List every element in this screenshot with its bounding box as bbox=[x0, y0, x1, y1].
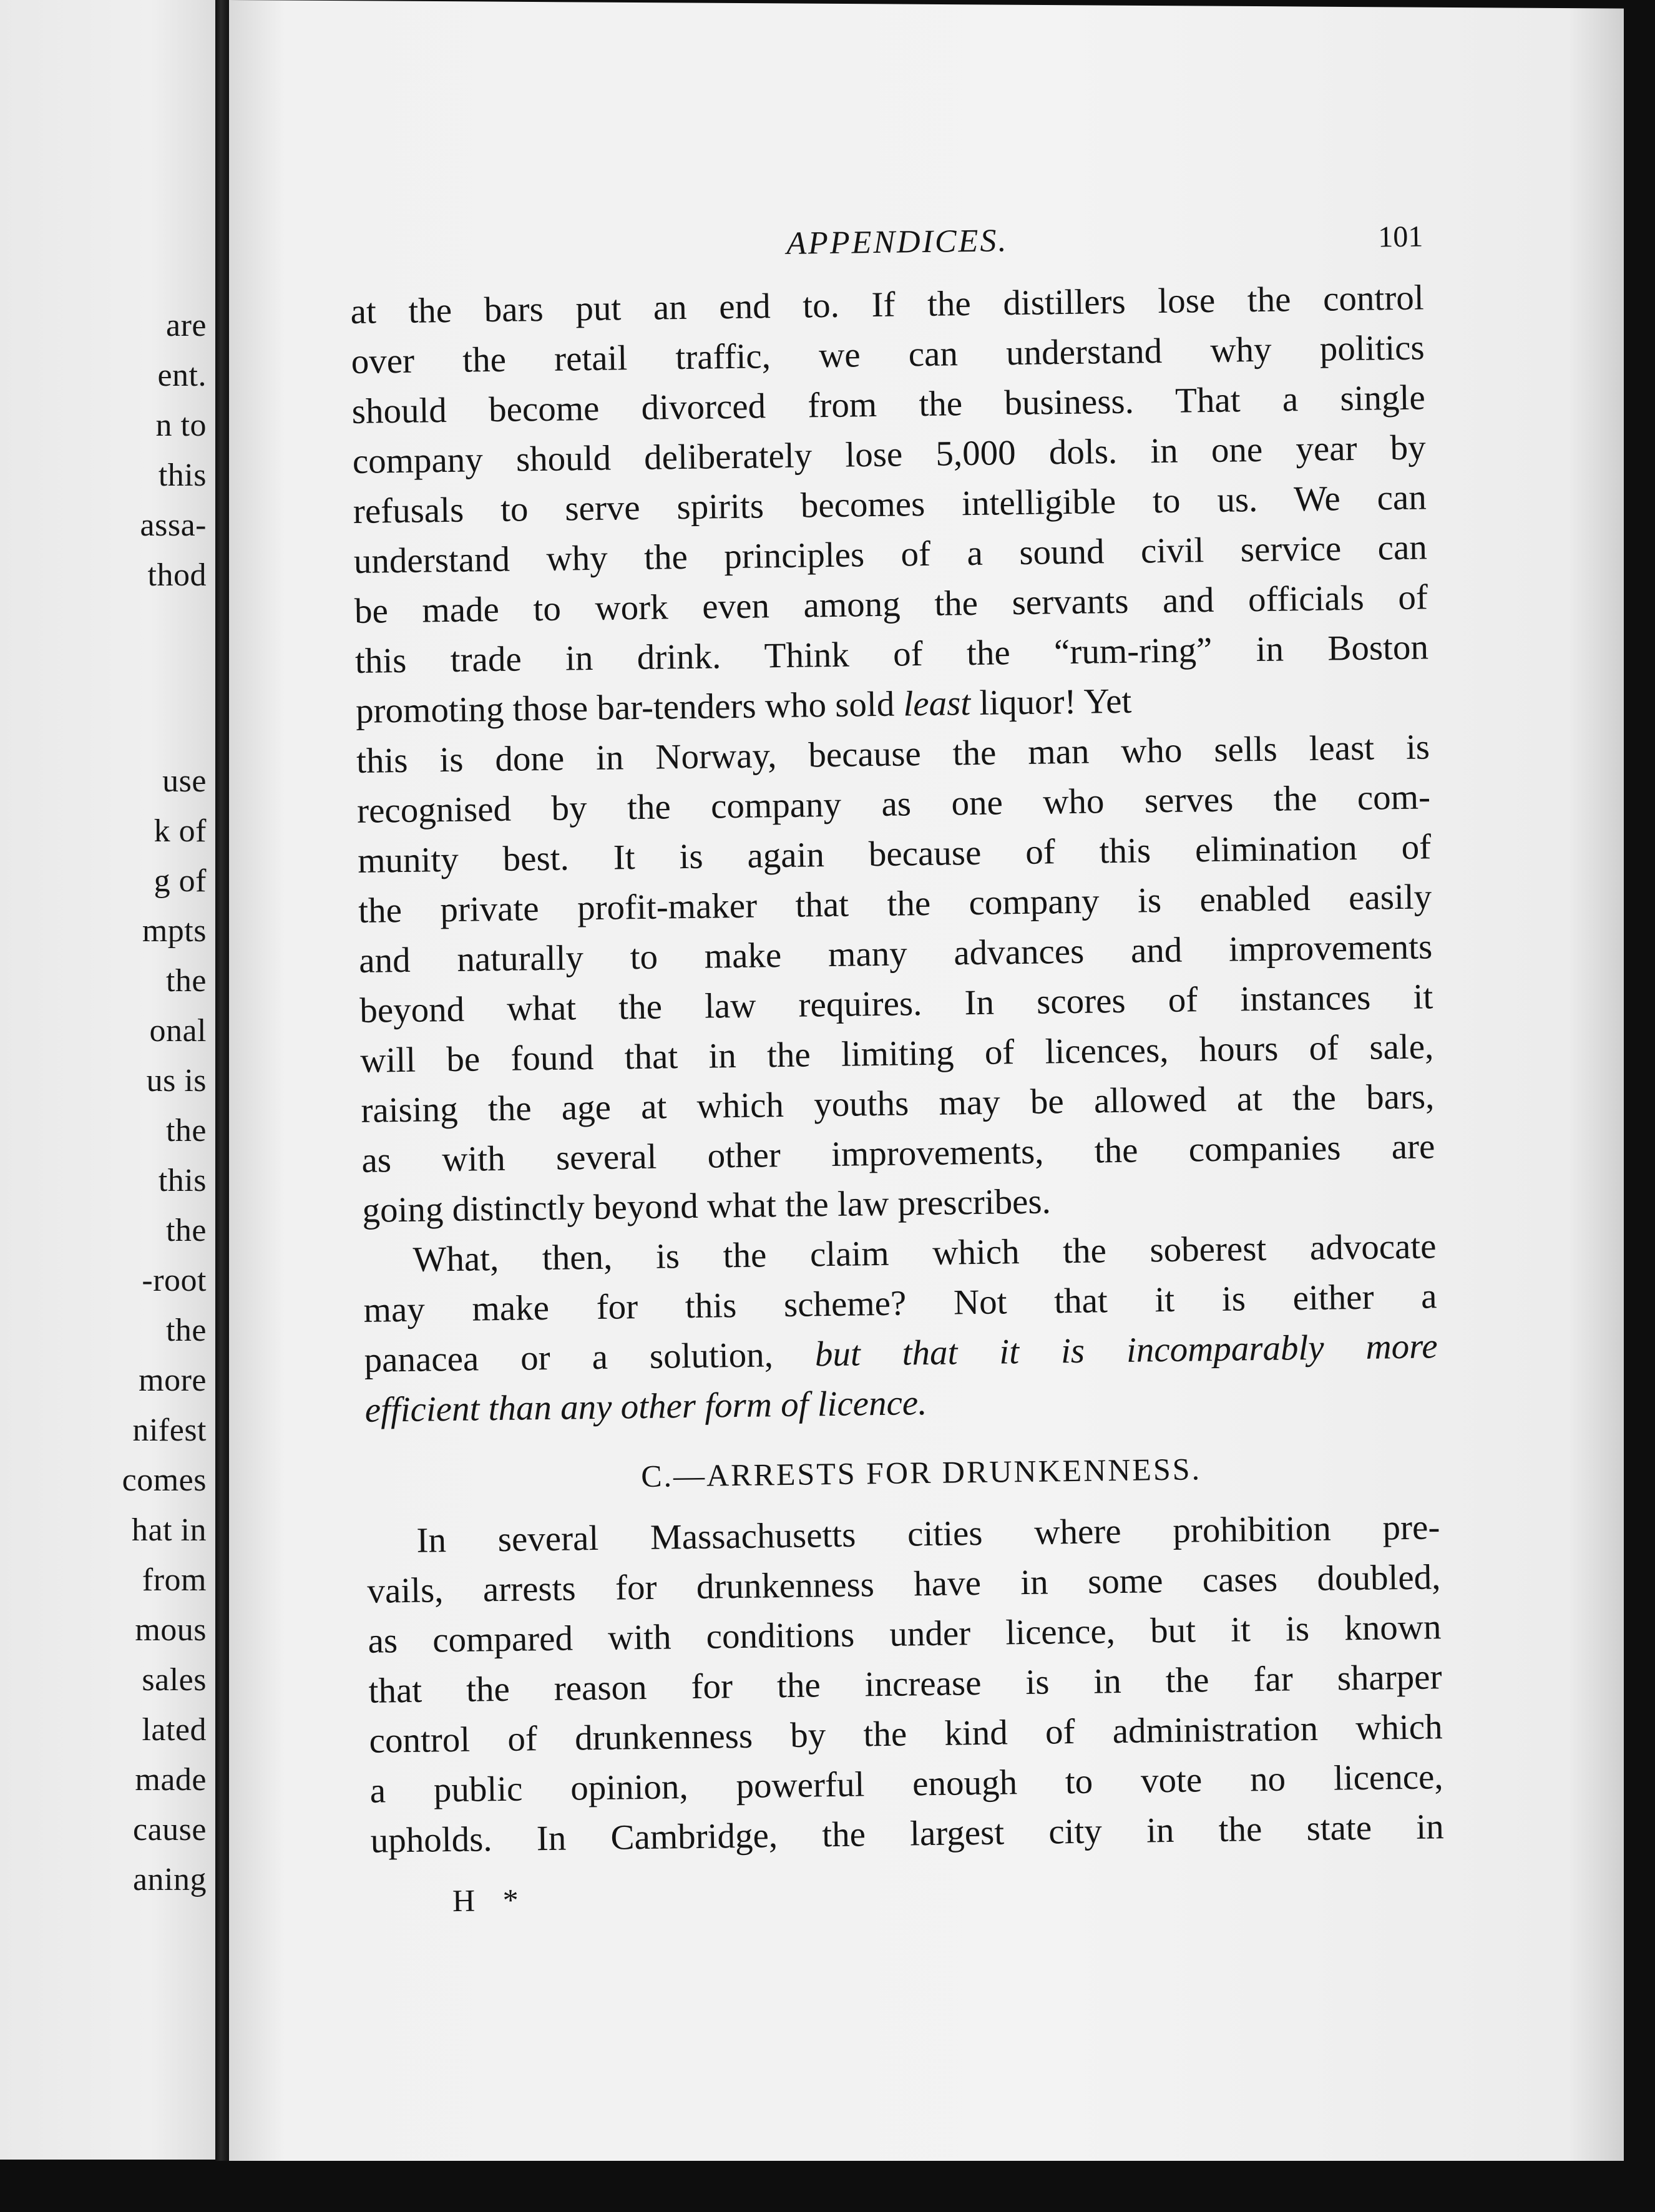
left-fragment-line: -root bbox=[142, 1263, 207, 1298]
page-number: 101 bbox=[1377, 220, 1423, 254]
signature-mark: H * bbox=[452, 1882, 529, 1919]
page-text bbox=[349, 217, 1445, 1919]
text-line: understand why the principles of a sound civil service can bbox=[353, 527, 1428, 581]
text-line: a public opinion, powerful enough to vote no licence, bbox=[369, 1757, 1443, 1811]
text-line: beyond what the law requires. In scores of instances it bbox=[359, 977, 1433, 1030]
scan-edge bbox=[1624, 0, 1655, 2212]
left-fragment-line: hat in bbox=[132, 1512, 207, 1548]
left-page-fragment bbox=[0, 0, 215, 2160]
text-line: munity best. It is again because of this elimination of bbox=[357, 827, 1432, 881]
text-line: over the retail traffic, we can understand why politics bbox=[351, 328, 1425, 381]
emphasis-text: but that it is incomparably more bbox=[814, 1326, 1438, 1374]
text-line: In several Massachusetts cities where prohibition pre- bbox=[416, 1507, 1440, 1560]
left-fragment-line: made bbox=[135, 1762, 207, 1798]
section-heading: C.—ARRESTS FOR DRUNKENNESS. bbox=[640, 1451, 1202, 1494]
left-fragment-line: the bbox=[165, 1213, 207, 1248]
left-fragment-line: from bbox=[142, 1562, 207, 1598]
paragraph-arrests bbox=[366, 1502, 1444, 1866]
text-segment: panacea or a solution, bbox=[364, 1335, 774, 1380]
text-line: What, then, is the claim which the soberest advocate bbox=[413, 1226, 1437, 1280]
left-fragment-line: thod bbox=[147, 557, 207, 593]
left-fragment-line: mpts bbox=[142, 913, 207, 949]
text-line: the private profit-maker that the company is enabled easily bbox=[358, 877, 1432, 931]
left-fragment-line: onal bbox=[149, 1013, 207, 1049]
left-fragment-line: use bbox=[162, 763, 207, 799]
left-fragment-line: the bbox=[165, 1313, 207, 1348]
text-line: this is done in Norway, because the man who sells least is bbox=[356, 727, 1430, 781]
left-fragment-line: this bbox=[158, 458, 207, 493]
emphasis-text: least bbox=[903, 683, 971, 724]
text-line: vails, arrests for drunkenness have in some cases doubled, bbox=[367, 1557, 1441, 1611]
left-fragment-line: sales bbox=[142, 1662, 207, 1698]
text-line: raising the age at which youths may be allowed at the bars, bbox=[361, 1077, 1435, 1130]
left-fragment-line: n to bbox=[155, 408, 207, 443]
left-fragment-line: the bbox=[165, 1113, 207, 1148]
left-fragment-line: ent. bbox=[157, 358, 207, 393]
text-line: that the reason for the increase is in the far sharper bbox=[368, 1657, 1442, 1711]
scan-bottom-edge bbox=[0, 2161, 1655, 2212]
left-fragment-line: comes bbox=[122, 1462, 207, 1498]
text-line: will be found that in the limiting of licences, hours of sale, bbox=[359, 1027, 1434, 1080]
text-segment: promoting those bar-tenders who sold bbox=[355, 684, 895, 731]
left-fragment-line: us is bbox=[146, 1063, 207, 1099]
text-line: may make for this scheme? Not that it is either a bbox=[363, 1276, 1437, 1330]
left-fragment-line: this bbox=[158, 1163, 207, 1198]
left-fragment-line: cause bbox=[133, 1812, 207, 1847]
text-line: as with several other improvements, the companies are bbox=[361, 1127, 1435, 1180]
text-line: should become divorced from the business. That a single bbox=[351, 378, 1426, 431]
left-fragment-line: more bbox=[139, 1363, 207, 1398]
text-line: going distinctly beyond what the law prescribes. bbox=[362, 1182, 1052, 1230]
paragraph-continuation bbox=[350, 273, 1436, 1235]
left-fragment-line: are bbox=[166, 308, 207, 343]
text-line: refusals to serve spirits becomes intelligible to us. We can bbox=[353, 477, 1427, 531]
text-line: recognised by the company as one who serves the com- bbox=[356, 777, 1431, 831]
paragraph-claim bbox=[363, 1221, 1438, 1435]
left-fragment-line: aning bbox=[132, 1862, 207, 1897]
text-line: and naturally to make many advances and improvements bbox=[358, 927, 1433, 981]
text-line: be made to work even among the servants and officials of bbox=[354, 577, 1428, 631]
text-line: upholds. In Cambridge, the largest city in the state in bbox=[370, 1807, 1445, 1861]
text-line: company should deliberately lose 5,000 dols. in one year by bbox=[352, 428, 1427, 481]
text-line: control of drunkenness by the kind of administration which bbox=[369, 1707, 1443, 1761]
book-gutter bbox=[215, 0, 229, 2212]
text-line: at the bars put an end to. If the distillers lose the control bbox=[350, 278, 1424, 331]
text-segment: liquor! Yet bbox=[979, 681, 1132, 723]
text-line: this trade in drink. Think of the “rum-ring” in Boston bbox=[354, 627, 1429, 681]
left-fragment-line: g of bbox=[154, 863, 207, 899]
left-fragment-line: lated bbox=[142, 1712, 207, 1748]
left-fragment-line: the bbox=[165, 963, 207, 999]
left-fragment-line: mous bbox=[135, 1612, 207, 1648]
left-fragment-line: assa- bbox=[140, 507, 207, 543]
left-fragment-line: nifest bbox=[132, 1412, 207, 1448]
left-fragment-line: k of bbox=[154, 813, 207, 849]
running-title: APPENDICES. bbox=[786, 223, 1008, 262]
emphasis-text: efficient than any other form of licence. bbox=[364, 1383, 927, 1430]
text-line: as compared with conditions under licence, but it is known bbox=[368, 1607, 1442, 1661]
